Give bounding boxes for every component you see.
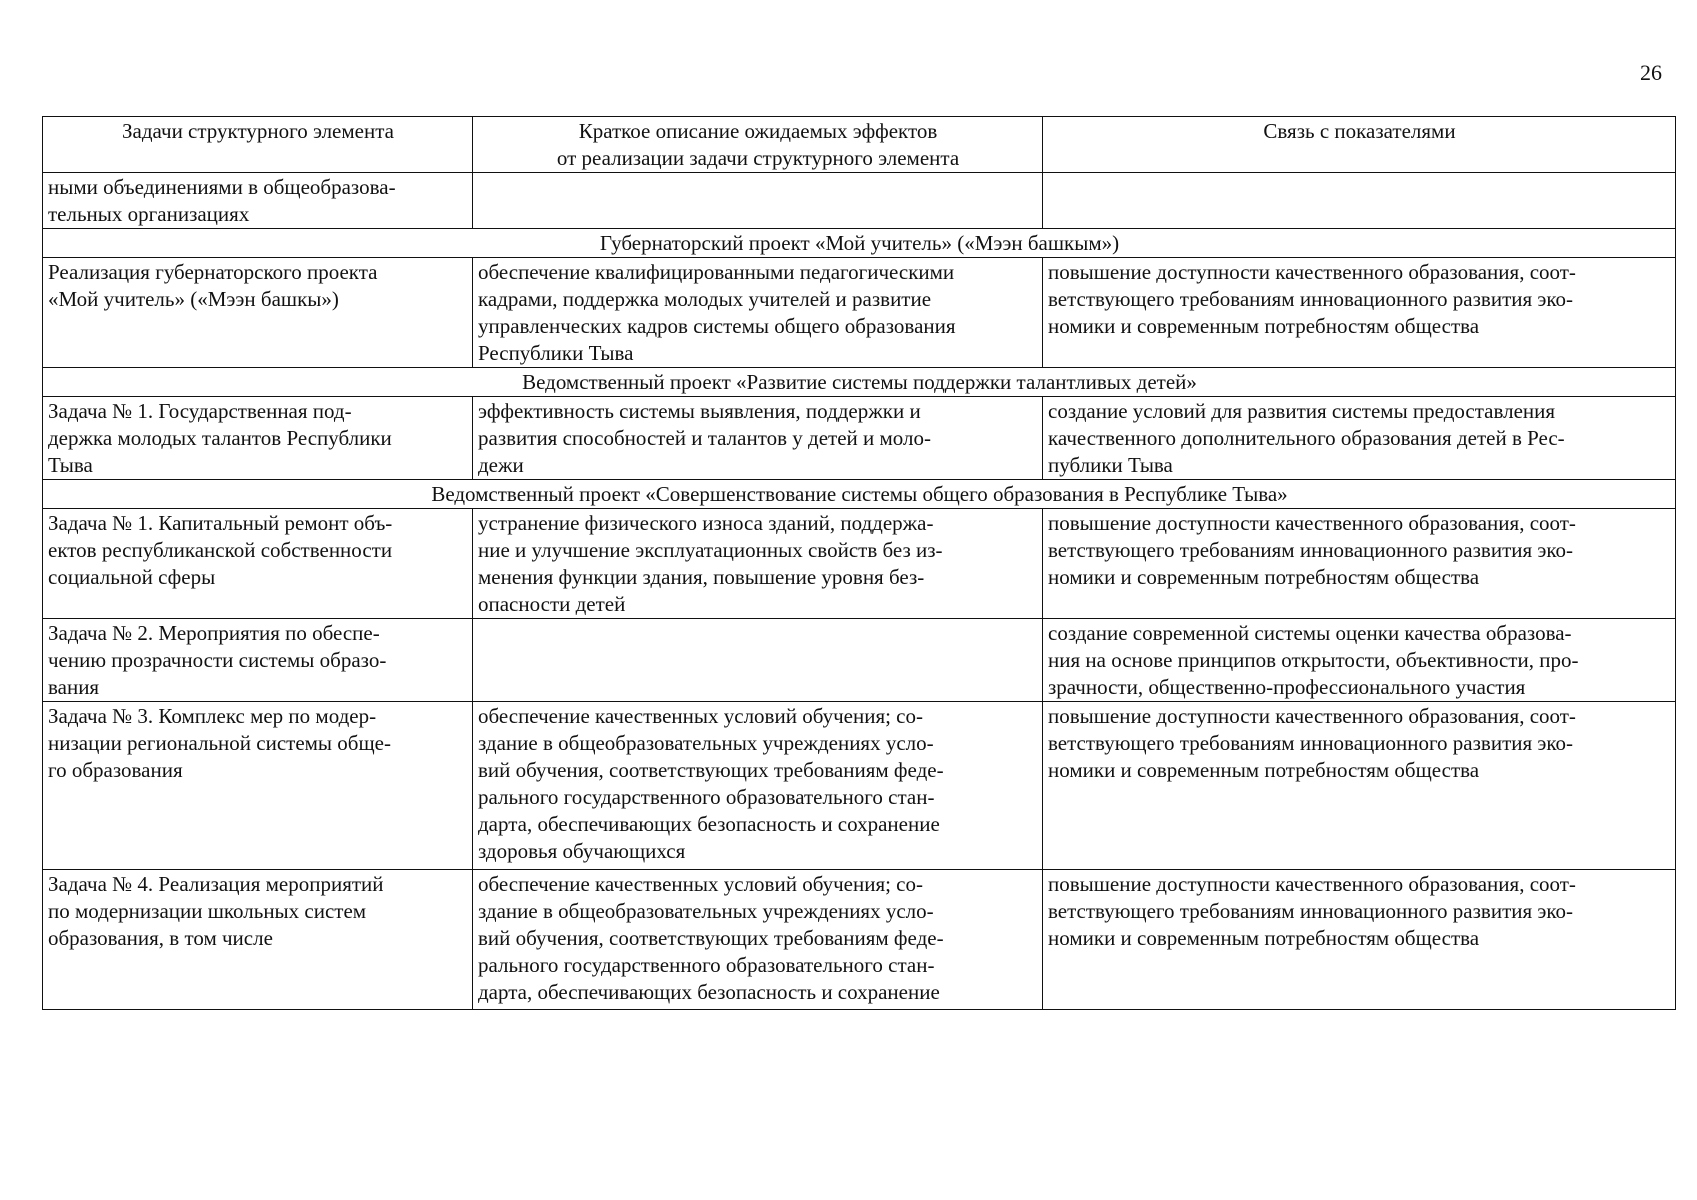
indicator-cell: создание условий для развития системы предоставления качественного дополнительного образования детей в Рес- публики Тыва: [1043, 397, 1676, 480]
effect-cell: обеспечение качественных условий обучения; со- здание в общеобразовательных учреждениях усло- вий обучения, соответствующих требованиям феде- рального государственного образовательного стан- дарта, обеспечивающих безопасность и сохранение: [473, 870, 1043, 1010]
table-row: [43, 619, 1676, 702]
table-row: [43, 258, 1676, 368]
header-tasks: [43, 117, 473, 173]
table-header-row: [43, 117, 1676, 173]
task-cell: Задача № 1. Государственная под- держка молодых талантов Республики Тыва: [43, 397, 473, 480]
section-row: [43, 368, 1676, 397]
header-indicators: [1043, 117, 1676, 173]
indicator-cell: повышение доступности качественного образования, соот- ветствующего требованиям инновационного развития эко- номики и современным потребностям общества: [1043, 509, 1676, 619]
task-cell: Задача № 1. Капитальный ремонт объ- ектов республиканской собственности социальной сферы: [43, 509, 473, 619]
section-title: Ведомственный проект «Совершенствование системы общего образования в Республике Тыва»: [43, 480, 1676, 509]
section-row: [43, 480, 1676, 509]
effect-cell: обеспечение квалифицированными педагогическими кадрами, поддержка молодых учителей и развитие управленческих кадров системы общего образования Республики Тыва: [473, 258, 1043, 368]
effect-cell: устранение физического износа зданий, поддержа- ние и улучшение эксплуатационных свойств без из- менения функции здания, повышение уровня без- опасности детей: [473, 509, 1043, 619]
header-effects-label: Краткое описание ожидаемых эффектов от реализации задачи структурного элемента: [556, 119, 960, 170]
effect-cell: обеспечение качественных условий обучения; со- здание в общеобразовательных учреждениях усло- вий обучения, соответствующих требованиям феде- рального государственного образовательного стан- дарта, обеспечивающих безопасность и сохранение здоровья обучающихся: [473, 702, 1043, 870]
tasks-table: [42, 116, 1676, 1010]
effect-cell: эффективность системы выявления, поддержки и развития способностей и талантов у детей и моло- дежи: [473, 397, 1043, 480]
table-row: [43, 509, 1676, 619]
indicator-cell: создание современной системы оценки качества образова- ния на основе принципов открытости, объективности, про- зрачности, общественно-профессионального участия: [1043, 619, 1676, 702]
section-row: [43, 229, 1676, 258]
task-cell: Задача № 3. Комплекс мер по модер- низации региональной системы обще- го образования: [43, 702, 473, 870]
page-number: 26: [1640, 60, 1662, 85]
effect-cell: [473, 173, 1043, 229]
section-title: Губернаторский проект «Мой учитель» («Мээн башкым»): [43, 229, 1676, 258]
indicator-cell: повышение доступности качественного образования, соот- ветствующего требованиям инновационного развития эко- номики и современным потребностям общества: [1043, 258, 1676, 368]
section-title: Ведомственный проект «Развитие системы поддержки талантливых детей»: [43, 368, 1676, 397]
task-cell: Задача № 2. Мероприятия по обеспе- чению прозрачности системы образо- вания: [43, 619, 473, 702]
task-cell: Реализация губернаторского проекта «Мой учитель» («Мээн башкы»): [43, 258, 473, 368]
indicator-cell: [1043, 173, 1676, 229]
header-effects: [473, 117, 1043, 173]
header-indicators-label: Связь с показателями: [1263, 119, 1456, 143]
table-row: [43, 702, 1676, 870]
indicator-cell: повышение доступности качественного образования, соот- ветствующего требованиям инновационного развития эко- номики и современным потребностям общества: [1043, 870, 1676, 1010]
effect-cell: [473, 619, 1043, 702]
indicator-cell: повышение доступности качественного образования, соот- ветствующего требованиям инновационного развития эко- номики и современным потребностям общества: [1043, 702, 1676, 870]
header-tasks-label: Задачи структурного элемента: [122, 119, 394, 143]
task-cell: Задача № 4. Реализация мероприятий по модернизации школьных систем образования, в том числе: [43, 870, 473, 1010]
table-row: [43, 397, 1676, 480]
table-row: [43, 870, 1676, 1010]
table-row: [43, 173, 1676, 229]
task-cell: ными объединениями в общеобразова- тельных организациях: [43, 173, 473, 229]
